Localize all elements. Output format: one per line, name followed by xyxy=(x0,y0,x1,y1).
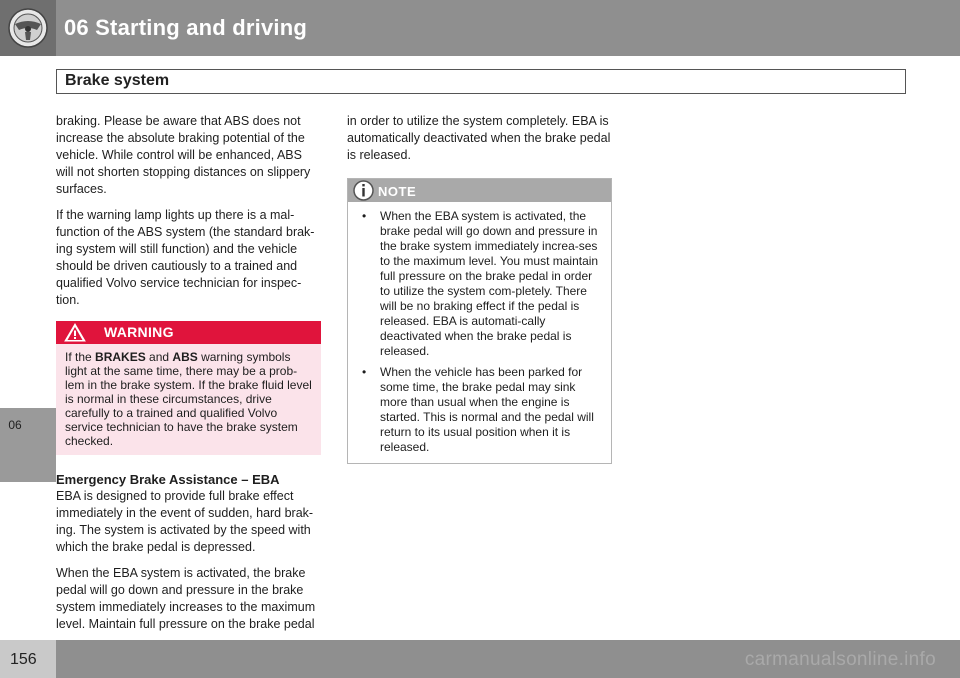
list-item-text: When the vehicle has been parked for some time, the brake pedal may sink more than usual when the engine is started. This is normal and the pedal will return to its usual position when it is released. xyxy=(380,365,594,454)
list-item xyxy=(356,209,603,359)
warning-label: WARNING xyxy=(104,324,174,340)
note-header xyxy=(348,179,611,202)
warning-header xyxy=(56,321,321,344)
list-item-text: When the EBA system is activated, the brake pedal will go down and pressure in the brake system immediately increa-ses to the maximum level. You must maintain full pressure on the brake pedal in order to utilize the system com-pletely. There will be no braking effect if the pedal is released. EBA is automati-cally deactivated when the brake pedal is released. xyxy=(380,209,599,358)
header-icon-tab xyxy=(0,0,56,56)
warning-text xyxy=(56,344,321,455)
steering-wheel-icon xyxy=(7,6,49,50)
info-icon xyxy=(353,180,374,201)
section-header xyxy=(56,69,906,94)
warning-triangle-icon xyxy=(64,323,86,342)
warning-text-prefix: If the xyxy=(65,350,96,364)
subheading: Emergency Brake Assistance – EBA xyxy=(56,472,280,487)
note-body xyxy=(348,202,611,463)
warning-text-mid: and xyxy=(145,350,173,364)
page-number-tab xyxy=(0,640,56,678)
note-box xyxy=(347,178,612,464)
paragraph: If the warning lamp lights up there is a mal-function of the ABS system (the standard brak-ing system will still function) and the vehicle should be driven cautiously to a trained and qualified Volvo service technician for inspec-tion. xyxy=(56,208,315,307)
page-number: 156 xyxy=(10,651,37,668)
section-title: Brake system xyxy=(65,72,170,89)
abs-keyword: ABS xyxy=(172,350,198,364)
right-column xyxy=(347,113,612,464)
warning-text-suffix: warning symbols light at the same time, there may be a prob-lem in the brake system. If the brake fluid level is normal in these circumstances, drive carefully to a trained and qualified Volvo service technician to have the brake system checked. xyxy=(65,350,312,448)
chapter-tab-label: 06 xyxy=(8,418,22,432)
paragraph: braking. Please be aware that ABS does not increase the absolute braking potential of the vehicle. While control will be enhanced, ABS will not shorten stopping distances on slippery surfaces. xyxy=(56,114,311,196)
note-label: NOTE xyxy=(378,184,417,199)
paragraph: When the EBA system is activated, the brake pedal will go down and pressure in the brake system immediately increases to the maximum level. Maintain full pressure on the brake pedal xyxy=(56,566,316,631)
paragraph: EBA is designed to provide full brake effect immediately in the event of sudden, hard brak-ing. The system is activated by the speed with which the brake pedal is depressed. xyxy=(56,489,314,554)
list-item xyxy=(356,365,603,455)
watermark: carmanualsonline.info xyxy=(744,649,936,670)
chapter-side-tab xyxy=(0,408,56,482)
bullet: • xyxy=(362,209,367,223)
brakes-keyword: BRAKES xyxy=(95,350,146,364)
left-column xyxy=(56,113,321,642)
warning-box xyxy=(56,321,321,455)
footer-bar xyxy=(0,640,960,678)
paragraph: in order to utilize the system completely. EBA is automatically deactivated when the brake pedal is released. xyxy=(347,114,611,162)
chapter-title: 06 Starting and driving xyxy=(64,15,307,40)
header-bar xyxy=(0,0,960,56)
bullet: • xyxy=(362,365,367,379)
